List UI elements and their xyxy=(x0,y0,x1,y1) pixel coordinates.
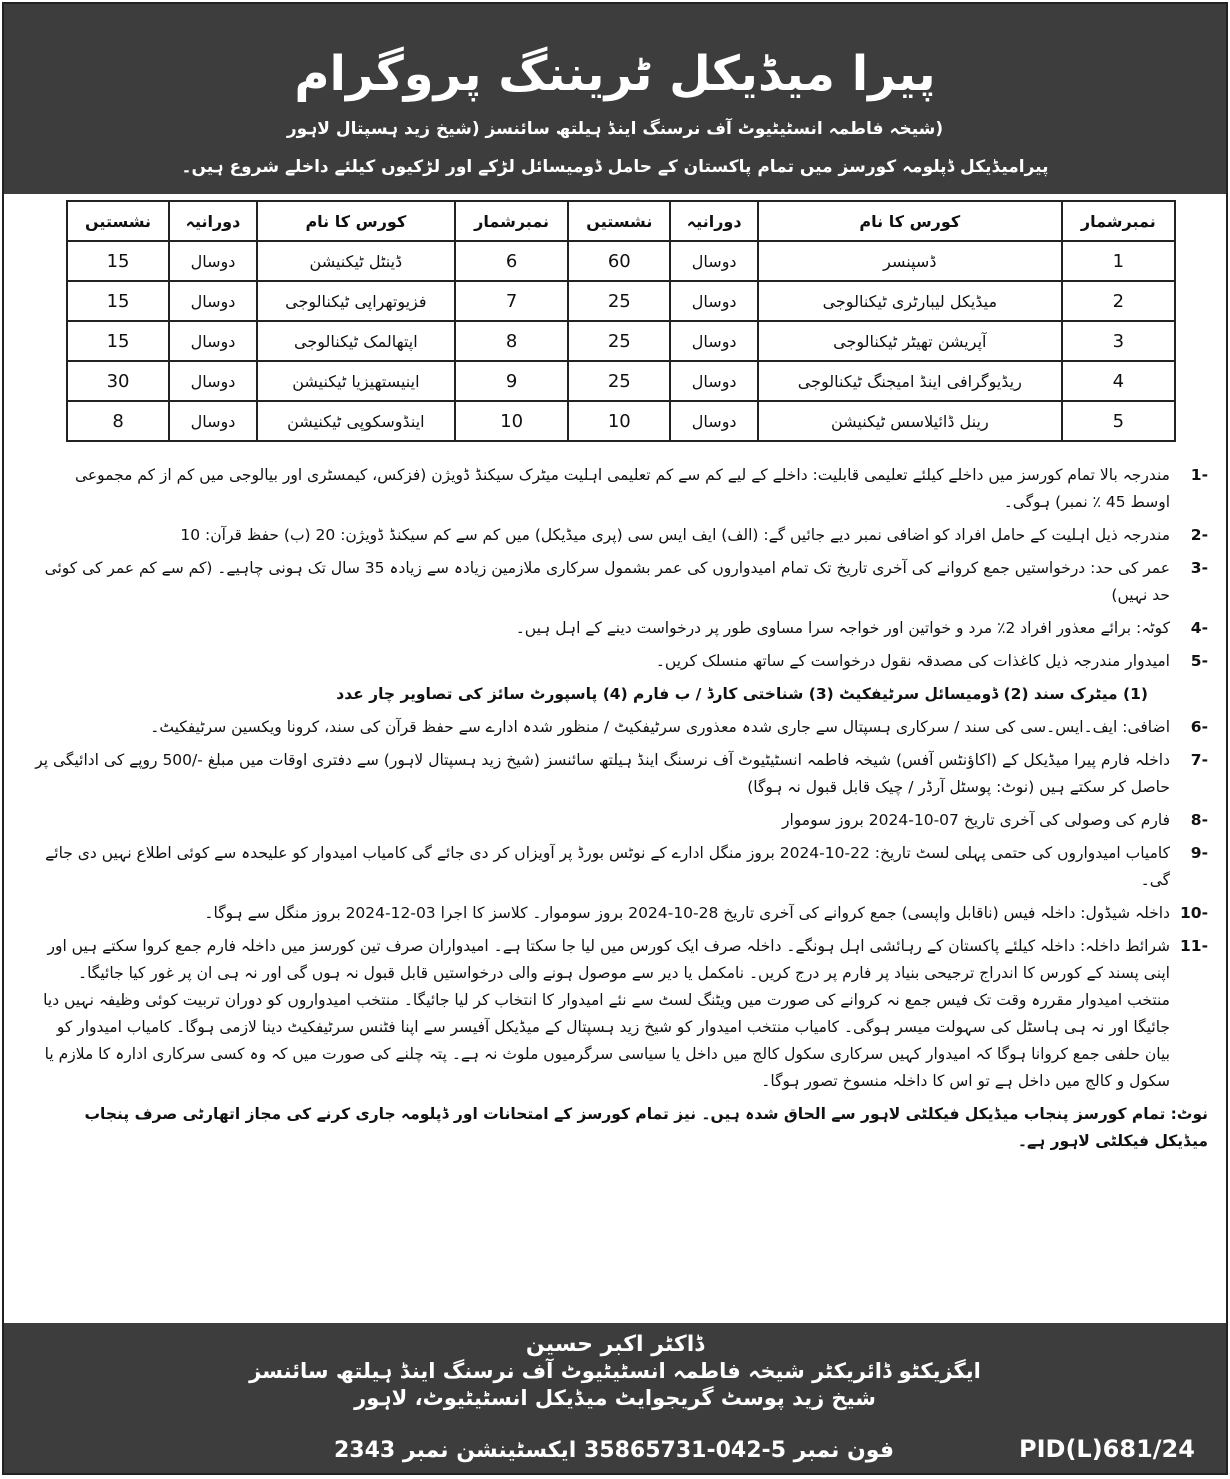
term-number: -8 xyxy=(1190,811,1208,829)
term-text: فارم کی وصولی کی آخری تاریخ 07-10-2024 بروز سوموار xyxy=(782,811,1170,829)
term-text: کوٹہ: برائے معذور افراد 2٪ مرد و خواتین اور خواجہ سرا مساوی طور پر درخواست دینے کے اہل ہیں۔ xyxy=(515,619,1170,637)
term-number: -2 xyxy=(1190,526,1208,544)
term-text: امیدوار مندرجہ ذیل کاغذات کی مصدقہ نقول درخواست کے ساتھ منسلک کریں۔ xyxy=(655,652,1170,670)
cell-serial: 10 xyxy=(455,401,568,441)
term-item xyxy=(32,933,1208,1095)
pid-number: PID(L)681/24 xyxy=(1019,1435,1195,1463)
table-row xyxy=(67,321,1175,361)
term-number: -7 xyxy=(1190,751,1208,769)
cell-seats: 15 xyxy=(67,281,169,321)
table-row xyxy=(67,281,1175,321)
cell-duration: دوسال xyxy=(169,241,257,281)
term-number: -11 xyxy=(1179,937,1208,955)
page-title: پیرا میڈیکل ٹریننگ پروگرام xyxy=(294,46,936,102)
intro-text: پیرامیڈیکل ڈپلومہ کورسز میں تمام پاکستان کے حامل ڈومیسائل لڑکے اور لڑکیوں کیلئے داخلے شروع ہیں۔ xyxy=(181,157,1049,177)
cell-course: فزیوتھراپی ٹیکنالوجی xyxy=(257,281,455,321)
term-text: شرائط داخلہ: داخلہ کیلئے پاکستان کے رہائشی اہل ہونگے۔ داخلہ صرف ایک کورس میں لیا جا سکتا ہے۔ امیدواران صرف تین کورسز میں داخلہ فارم جمع کروا سکتے ہیں اور اپنی پسند کے کورس کا اندراج ترجیحی بنیاد پر فارم پر درج کریں۔ نامکمل یا دیر سے موصول ہونے والی درخواستیں قابل قبول نہ ہوں گی اور نہ ہی ان پر غور کیا جائیگا۔ منتخب امیدوار مقررہ وقت تک فیس جمع نہ کروانے کی صورت میں ویٹنگ لسٹ سے نئے امیدوار کا انتخاب کر لیا جائیگا۔ منتخب امیدواروں کو دوران تربیت کوئی وظیفہ نہیں دیا جائیگا اور نہ ہی ہاسٹل کی سہولت میسر ہوگی۔ کامیاب منتخب امیدوار کو شیخ زید ہسپتال کے میڈیکل آفیسر سے اپنا فٹنس سرٹیفکیٹ دینا لازمی ہوگا۔ کامیاب امیدوار کو بیان حلفی جمع کروانا ہوگا کہ امیدوار کہیں سرکاری سکول کالج میں داخل یا سیاسی سرگرمیوں ملوث نہ ہے۔ پتہ چلنے کی صورت میں کہ وہ کسی سرکاری ادارہ کا ملازم یا سکول و کالج میں داخل ہے تو اس کا داخلہ منسوخ تصور ہوگا۔ xyxy=(43,937,1170,1090)
header-serial: نمبرشمار xyxy=(1062,201,1175,241)
term-item xyxy=(32,648,1208,675)
cell-duration: دوسال xyxy=(169,401,257,441)
term-item xyxy=(32,462,1208,516)
signatory-name: ڈاکٹر اکبر حسین xyxy=(525,1332,705,1357)
term-item xyxy=(32,555,1208,609)
header-course: کورس کا نام xyxy=(257,201,455,241)
header-duration: دورانیہ xyxy=(169,201,257,241)
term-number: -1 xyxy=(1190,466,1208,484)
signatory-title: ایگزیکٹو ڈائریکٹر شیخہ فاطمہ انسٹیٹیوٹ آف نرسنگ اینڈ ہیلتھ سائنسز xyxy=(249,1359,981,1383)
cell-duration: دوسال xyxy=(670,281,758,321)
cell-duration: دوسال xyxy=(169,361,257,401)
cell-course: ڈینٹل ٹیکنیشن xyxy=(257,241,455,281)
cell-duration: دوسال xyxy=(670,361,758,401)
cell-course: میڈیکل لیبارٹری ٹیکنالوجی xyxy=(758,281,1062,321)
header-banner xyxy=(4,4,1226,194)
advertisement-page xyxy=(2,2,1228,1475)
cell-duration: دوسال xyxy=(670,321,758,361)
cell-seats: 25 xyxy=(568,321,670,361)
cell-seats: 30 xyxy=(67,361,169,401)
phone-number: فون نمبر 5-042-35865731 ایکسٹینشن نمبر 2343 xyxy=(334,1438,894,1463)
table-header-row xyxy=(67,201,1175,241)
term-text: داخلہ شیڈول: داخلہ فیس (ناقابل واپسی) جمع کروانے کی آخری تاریخ 28-10-2024 بروز سوموار۔ کلاسز کا اجرا 03-12-2024 بروز منگل سے ہوگا۔ xyxy=(204,904,1170,922)
required-documents: (1) میٹرک سند (2) ڈومیسائل سرٹیفکیٹ (3) شناختی کارڈ / ب فارم (4) پاسپورٹ سائز کی تصاویر چار عدد xyxy=(336,685,1148,703)
term-item xyxy=(32,522,1208,549)
institute-subtitle: (شیخہ فاطمہ انسٹیٹیوٹ آف نرسنگ اینڈ ہیلتھ سائنسز (شیخ زید ہسپتال لاہور xyxy=(286,119,944,139)
cell-serial: 6 xyxy=(455,241,568,281)
header-seats: نشستیں xyxy=(568,201,670,241)
cell-duration: دوسال xyxy=(670,241,758,281)
cell-duration: دوسال xyxy=(169,281,257,321)
term-item xyxy=(32,714,1208,741)
term-text: داخلہ فارم پیرا میڈیکل کے (اکاؤنٹس آفس) شیخہ فاطمہ انسٹیٹیوٹ آف نرسنگ اینڈ ہیلتھ سائنسز (شیخ زید ہسپتال لاہور) سے دفتری اوقات میں مبلغ -/500 روپے کی ادائیگی پر حاصل کر سکتے ہیں (نوٹ: پوسٹل آرڈر / چیک قابل قبول نہ ہوگا) xyxy=(35,751,1170,796)
term-item xyxy=(32,807,1208,834)
term-number: -9 xyxy=(1190,844,1208,862)
institute-name: شیخ زید پوسٹ گریجوایٹ میڈیکل انسٹیٹیوٹ، لاہور xyxy=(354,1386,876,1410)
header-duration: دورانیہ xyxy=(670,201,758,241)
cell-serial: 2 xyxy=(1062,281,1175,321)
term-text: کامیاب امیدواروں کی حتمی پہلی لسٹ تاریخ: 22-10-2024 بروز منگل ادارے کے نوٹس بورڈ پر آویزاں کر دی جائے گی کامیاب امیدوار کو علیحدہ سے کوئی اطلاع نہیں دی جائے گی۔ xyxy=(45,844,1170,889)
term-text: مندرجہ ذیل اہلیت کے حامل افراد کو اضافی نمبر دیے جائیں گے: (الف) ایف ایس سی (پری میڈیکل) میں کم سے کم سیکنڈ ڈویژن: 20 (ب) حفظ قرآن: 10 xyxy=(180,526,1170,544)
term-number: -10 xyxy=(1179,904,1208,922)
cell-seats: 25 xyxy=(568,361,670,401)
table-row xyxy=(67,401,1175,441)
terms-list xyxy=(32,462,1208,1155)
header-seats: نشستیں xyxy=(67,201,169,241)
term-item xyxy=(32,840,1208,894)
cell-course: اینڈوسکوپی ٹیکنیشن xyxy=(257,401,455,441)
term-item xyxy=(32,615,1208,642)
term-number: -4 xyxy=(1190,619,1208,637)
cell-seats: 10 xyxy=(568,401,670,441)
header-serial: نمبرشمار xyxy=(455,201,568,241)
table-row xyxy=(67,361,1175,401)
term-item xyxy=(32,900,1208,927)
cell-seats: 15 xyxy=(67,321,169,361)
cell-seats: 8 xyxy=(67,401,169,441)
term-item xyxy=(32,747,1208,801)
cell-course: آپریشن تھیٹر ٹیکنالوجی xyxy=(758,321,1062,361)
cell-serial: 8 xyxy=(455,321,568,361)
footer-banner xyxy=(4,1323,1226,1473)
term-number: -6 xyxy=(1190,718,1208,736)
table-row xyxy=(67,241,1175,281)
cell-course: رینل ڈائیلاسس ٹیکنیشن xyxy=(758,401,1062,441)
term-text: عمر کی حد: درخواستیں جمع کروانے کی آخری تاریخ تک تمام امیدواروں کی عمر بشمول سرکاری ملازمین زیادہ سے زیادہ 35 سال تک ہونی چاہیے۔ (کم سے کم عمر کی کوئی حد نہیں) xyxy=(44,559,1170,604)
cell-serial: 9 xyxy=(455,361,568,401)
courses-table xyxy=(66,200,1176,442)
cell-seats: 60 xyxy=(568,241,670,281)
term-number: -5 xyxy=(1190,652,1208,670)
cell-serial: 7 xyxy=(455,281,568,321)
cell-course: ریڈیوگرافی اینڈ امیجنگ ٹیکنالوجی xyxy=(758,361,1062,401)
cell-seats: 15 xyxy=(67,241,169,281)
cell-serial: 3 xyxy=(1062,321,1175,361)
affiliation-note: نوٹ: تمام کورسز پنجاب میڈیکل فیکلٹی لاہور سے الحاق شدہ ہیں۔ نیز تمام کورسز کے امتحانات اور ڈپلومہ جاری کرنے کی مجاز اتھارٹی صرف پنجاب میڈیکل فیکلٹی لاہور ہے۔ xyxy=(84,1105,1208,1150)
cell-serial: 4 xyxy=(1062,361,1175,401)
cell-course: اپتھالمک ٹیکنالوجی xyxy=(257,321,455,361)
cell-duration: دوسال xyxy=(670,401,758,441)
cell-seats: 25 xyxy=(568,281,670,321)
header-course: کورس کا نام xyxy=(758,201,1062,241)
cell-course: اینیستھیزیا ٹیکنیشن xyxy=(257,361,455,401)
cell-serial: 5 xyxy=(1062,401,1175,441)
term-number: -3 xyxy=(1190,559,1208,577)
cell-serial: 1 xyxy=(1062,241,1175,281)
term-text: مندرجہ بالا تمام کورسز میں داخلے کیلئے تعلیمی قابلیت: داخلے کے لیے کم سے کم تعلیمی اہلیت میٹرک سیکنڈ ڈویژن (فزکس، کیمسٹری اور بیالوجی میں کم از کم مجموعی اوسط 45 ٪ نمبر) ہوگی۔ xyxy=(74,466,1170,511)
cell-duration: دوسال xyxy=(169,321,257,361)
cell-course: ڈسپنسر xyxy=(758,241,1062,281)
term-text: اضافی: ایف۔ایس۔سی کی سند / سرکاری ہسپتال سے جاری شدہ معذوری سرٹیفکیٹ / منظور شدہ ادارے سے حفظ قرآن کی سند، کرونا ویکسین سرٹیفکیٹ۔ xyxy=(150,718,1170,736)
